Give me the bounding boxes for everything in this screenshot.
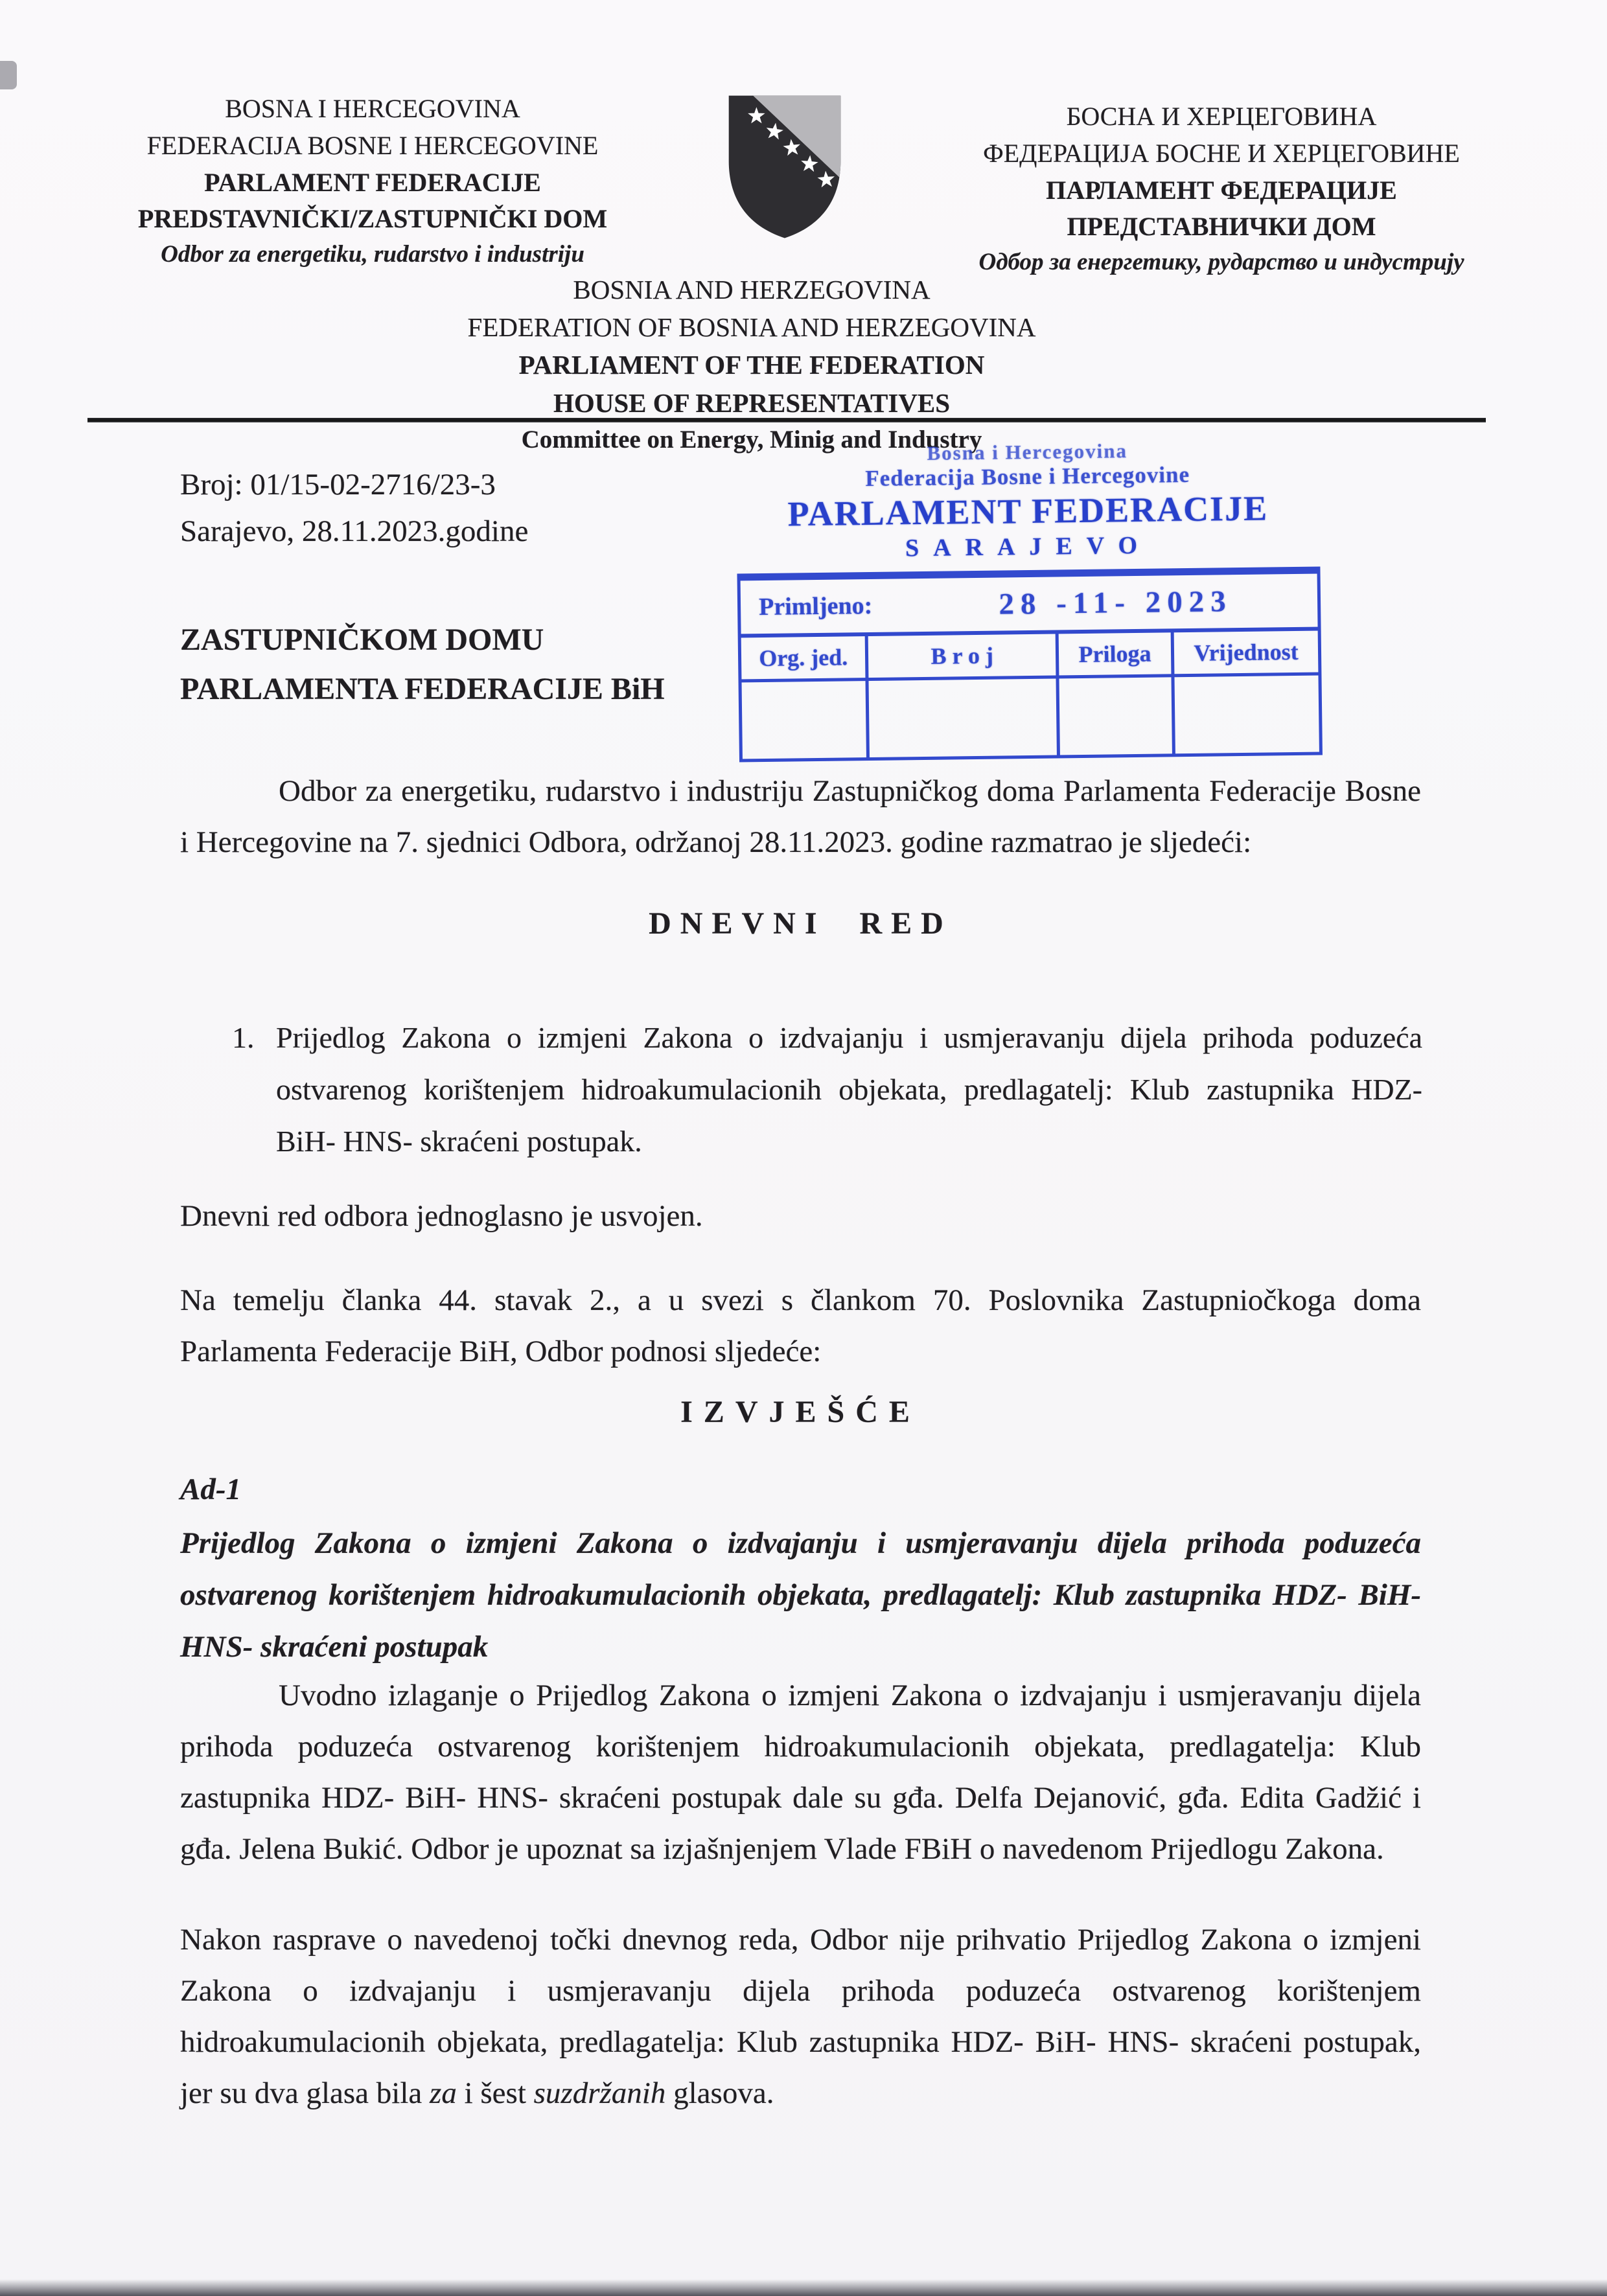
stamp-empty-cell-broj [866,679,1057,758]
stamp-federation-line: Federacija Bosne i Hercegovine [865,461,1190,492]
ad1-label: Ad-1 [180,1473,241,1506]
bih-coat-of-arms-icon [708,92,862,242]
stamp-empty-cell-priloga [1056,677,1172,755]
reference-block [180,461,528,555]
org-left-line-house: PREDSTAVNIČKI/ZASTUPNIČKI DOM [137,204,608,234]
vote-text-mid: i šest [456,2076,534,2110]
heading-dnevni-red: DNEVNI RED [649,906,953,941]
org-center-line-country: BOSNIA AND HERZEGOVINA [573,275,931,304]
paragraph-intro: Odbor za energetiku, rudarstvo i industriju Zastupničkog doma Parlamenta Federacije Bosne i Hercegovine na 7. sjednici Odbora, održanoj 28.11.2023. godine razmatrao je sljedeći: [180,774,1421,859]
agenda-item-1 [232,1012,1422,1167]
org-right-line-house: ПРЕДСТАВНИЧКИ ДОМ [1067,212,1376,242]
stamp-col-broj: B r o j [865,634,1056,678]
scan-edge-artifact [0,61,17,89]
org-right-line-committee: Одбор за енергетику, рударство и индустрију [978,249,1464,276]
stamp-header-row [741,631,1319,683]
recipient-line1: ZASTUPNIČKOM DOMU [180,623,544,657]
org-header-right [894,98,1549,280]
org-center-line-federation: FEDERATION OF BOSNIA AND HERZEGOVINA [467,312,1036,343]
stamp-city-line: SARAJEVO [905,531,1152,562]
paragraph-legal-basis: Na temelju članka 44. stavak 2., a u svezi s člankom 70. Poslovnika Zastupniočkoga doma Parlamenta Federacije BiH, Odbor podnosi sljedeće: [180,1283,1421,1368]
stamp-received-date: 28 -11- 2023 [999,584,1232,621]
stamp-received-label: Primljeno: [758,591,873,621]
org-center-line-committee: Committee on Energy, Minig and Industry [521,425,982,453]
ad1-subject-text: Prijedlog Zakona o izmjeni Zakona o izdvajanju i usmjeravanju dijela prihoda poduzeća ostvarenog korištenjem hidroakumulacionih objekata, predlagatelj: Klub zastupnika HDZ- BiH- HNS- skraćeni postupak [180,1526,1421,1664]
stamp-table [737,567,1322,763]
stamp-col-priloga: Priloga [1056,632,1172,675]
stamp-country-line: Bosna i Hercegovina [927,439,1128,465]
org-right-line-country: БОСНА И ХЕРЦЕГОВИНА [1066,102,1377,131]
heading-izvjesce: IZVJEŠĆE [680,1395,921,1429]
vote-word-suzdrzanih: suzdržanih [533,2076,666,2110]
stamp-parliament-line: PARLAMENT FEDERACIJE [787,488,1269,534]
org-left-line-parliament: PARLAMENT FEDERACIJE [204,167,541,197]
header-divider-rule [87,418,1486,422]
recipient-line2: PARLAMENTA FEDERACIJE BiH [180,672,665,706]
paragraph-vote-result [180,1914,1421,2119]
org-right-line-parliament: ПАРЛАМЕНТ ФЕДЕРАЦИЈЕ [1046,175,1397,205]
org-header-center [376,271,1127,457]
stamp-col-org-jed: Org. jed. [759,644,848,672]
vote-text-before: Nakon rasprave o navedenoj točki dnevnog reda, Odbor nije prihvatio Prijedlog Zakona o izmjeni Zakona o izdvajanju i usmjeravanju dijela prihoda poduzeća ostvarenog korištenjem hidroakumulacionih objekata, predlagatelja: Klub zastupnika HDZ- BiH- HNS- skraćeni postupak, jer su dva glasa bila [180,1923,1421,2110]
org-center-line-house: HOUSE OF REPRESENTATIVES [553,387,951,418]
org-left-line-country: BOSNA I HERCEGOVINA [225,94,520,123]
reference-place-date: Sarajevo, 28.11.2023.godine [180,514,529,548]
stamp-received-row [741,574,1318,638]
stamp-col-vrijednost: Vrijednost [1171,631,1319,674]
stamp-empty-cell-vrijednost [1172,676,1319,754]
org-header-left [97,91,648,272]
stamp-empty-row [742,676,1319,759]
recipient-block [180,615,665,714]
paragraph-presentation: Uvodno izlaganje o Prijedlog Zakona o izmjeni Zakona o izdvajanju i usmjeravanju dijela prihoda poduzeća ostvarenog korištenjem hidroakumulacionih objekata, predlagatelja: Klub zastupnika HDZ- BiH- HNS- skraćeni postupak dale su gđa. Delfa Dejanović, gđa. Edita Gadžić i gđa. Jelena Bukić. Odbor je upoznat sa izjašnjenjem Vlade FBiH o navedenom Prijedlogu Zakona. [180,1679,1421,1866]
agenda-item-1-text: Prijedlog Zakona o izmjeni Zakona o izdvajanju i usmjeravanju dijela prihoda poduzeća ostvarenog korištenjem hidroakumulacionih objekata, predlagatelj: Klub zastupnika HDZ- BiH- HNS- skraćeni postupak. [276,1021,1422,1158]
reference-number: Broj: 01/15-02-2716/23-3 [180,468,496,501]
vote-text-after: glasova. [665,2076,774,2110]
stamp-empty-cell-org-jed [742,681,867,759]
vote-word-za: za [430,2076,457,2110]
received-stamp [735,437,1323,763]
scan-bottom-edge [0,2279,1607,2296]
org-left-line-federation: FEDERACIJA BOSNE I HERCEGOVINE [146,130,599,160]
paragraph-agenda-adopted: Dnevni red odbora jednoglasno je usvojen. [180,1199,703,1233]
org-left-line-committee: Odbor za energetiku, rudarstvo i industriju [161,241,584,268]
agenda-item-1-number: 1. [232,1021,255,1054]
org-right-line-federation: ФЕДЕРАЦИЈА БОСНЕ И ХЕРЦЕГОВИНЕ [983,138,1460,168]
org-center-line-parliament: PARLIAMENT OF THE FEDERATION [518,350,985,380]
